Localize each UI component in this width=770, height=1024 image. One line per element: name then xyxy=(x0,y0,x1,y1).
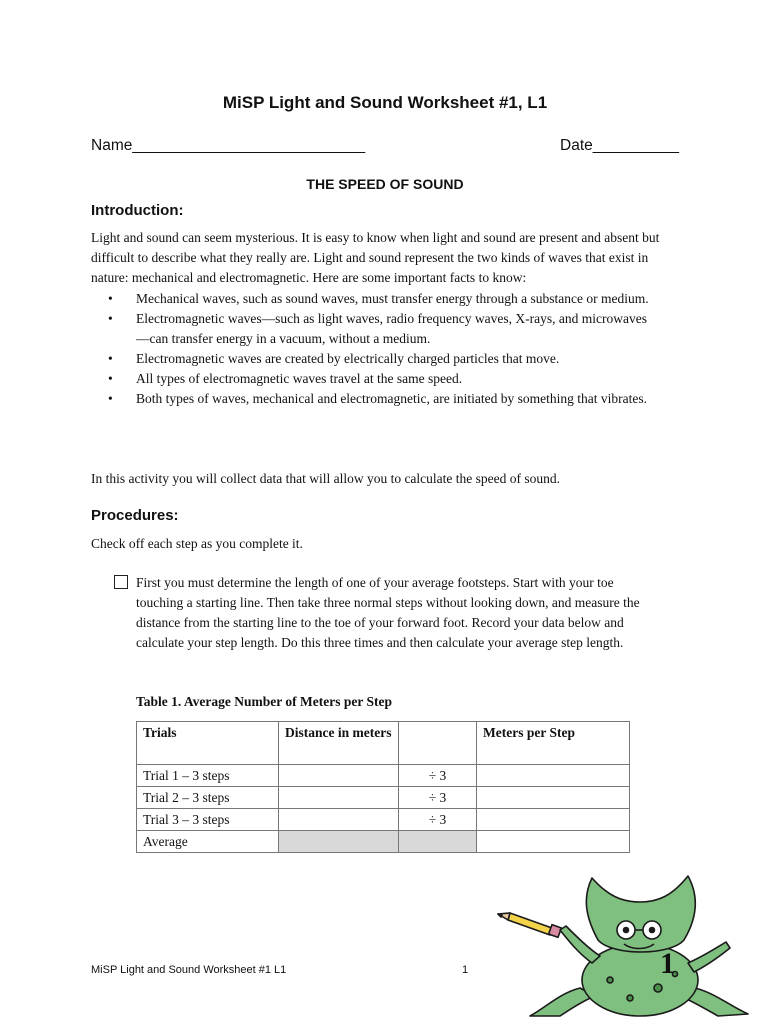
step-1-text: First you must determine the length of one of your average footsteps. Start with your toe touching a starting line. Then take three normal steps without looking down, and measure the distance from the starting line to the toe of your forward foot. Record your data below and calculate your step length. Do this three times and then calculate your average step length. xyxy=(136,575,640,650)
bullet-icon: • xyxy=(108,371,113,386)
fact-text: Electromagnetic waves—such as light waves, radio frequency waves, X-rays, and microwaves—can transfer energy in a vacuum, without a medium. xyxy=(136,311,647,346)
fact-text: Both types of waves, mechanical and electromagnetic, are initiated by something that vibrates. xyxy=(136,391,647,406)
trial-label: Trial 3 – 3 steps xyxy=(137,809,279,831)
frog-mascot-icon xyxy=(490,868,760,1018)
introduction-heading: Introduction: xyxy=(91,202,184,219)
table-row xyxy=(137,809,630,831)
procedures-heading: Procedures: xyxy=(91,507,179,524)
fact-item xyxy=(108,309,653,349)
table-row xyxy=(137,787,630,809)
introduction-paragraph: Light and sound can seem mysterious. It is easy to know when light and sound are present and absent but difficult to describe what they really are. Light and sound represent the two kinds of waves that exist in nature: mechanical and electromagnetic. Here are some important facts to know: xyxy=(91,230,660,285)
steps-table xyxy=(136,721,630,853)
average-distance-cell xyxy=(279,831,399,853)
fact-text: All types of electromagnetic waves travel at the same speed. xyxy=(136,371,463,386)
divide-cell: ÷ 3 xyxy=(399,787,477,809)
name-field[interactable]: Name___________________________ xyxy=(91,137,366,154)
activity-paragraph: In this activity you will collect data that will allow you to calculate the speed of sound. xyxy=(91,471,561,486)
fact-item xyxy=(108,289,653,309)
divide-cell: ÷ 3 xyxy=(399,809,477,831)
average-label: Average xyxy=(137,831,279,853)
bullet-icon: • xyxy=(108,391,113,406)
trial-label: Trial 1 – 3 steps xyxy=(137,765,279,787)
header-trials: Trials xyxy=(137,722,279,765)
table-row xyxy=(137,765,630,787)
meters-per-step-cell[interactable] xyxy=(477,809,630,831)
mascot-badge-number: 1 xyxy=(660,947,675,980)
average-meters-per-step-cell[interactable] xyxy=(477,831,630,853)
section-title: THE SPEED OF SOUND xyxy=(306,176,464,192)
fact-item xyxy=(108,349,653,369)
distance-cell[interactable] xyxy=(279,765,399,787)
table-header-row xyxy=(137,722,630,765)
table-caption: Table 1. Average Number of Meters per Step xyxy=(136,694,392,709)
facts-list xyxy=(108,289,653,409)
footer-text: MiSP Light and Sound Worksheet #1 L1 xyxy=(91,964,287,976)
distance-cell[interactable] xyxy=(279,809,399,831)
fact-item xyxy=(108,369,653,389)
bullet-icon: • xyxy=(108,291,113,306)
date-field[interactable]: Date__________ xyxy=(560,137,679,154)
meters-per-step-cell[interactable] xyxy=(477,787,630,809)
bullet-icon: • xyxy=(108,311,113,326)
fact-text: Mechanical waves, such as sound waves, must transfer energy through a substance or medium. xyxy=(136,291,649,306)
page-number: 1 xyxy=(462,964,469,976)
header-distance: Distance in meters xyxy=(279,722,399,765)
header-divide xyxy=(399,722,477,765)
pencil-icon xyxy=(498,913,561,937)
divide-cell: ÷ 3 xyxy=(399,765,477,787)
checkbox-icon[interactable] xyxy=(114,575,128,589)
checkoff-instruction: Check off each step as you complete it. xyxy=(91,536,303,551)
header-meters-per-step: Meters per Step xyxy=(477,722,630,765)
distance-cell[interactable] xyxy=(279,787,399,809)
bullet-icon: • xyxy=(108,351,113,366)
page-title: MiSP Light and Sound Worksheet #1, L1 xyxy=(222,93,548,112)
meters-per-step-cell[interactable] xyxy=(477,765,630,787)
fact-text: Electromagnetic waves are created by electrically charged particles that move. xyxy=(136,351,560,366)
trial-label: Trial 2 – 3 steps xyxy=(137,787,279,809)
average-divide-cell xyxy=(399,831,477,853)
table-row xyxy=(137,831,630,853)
fact-item xyxy=(108,389,653,409)
